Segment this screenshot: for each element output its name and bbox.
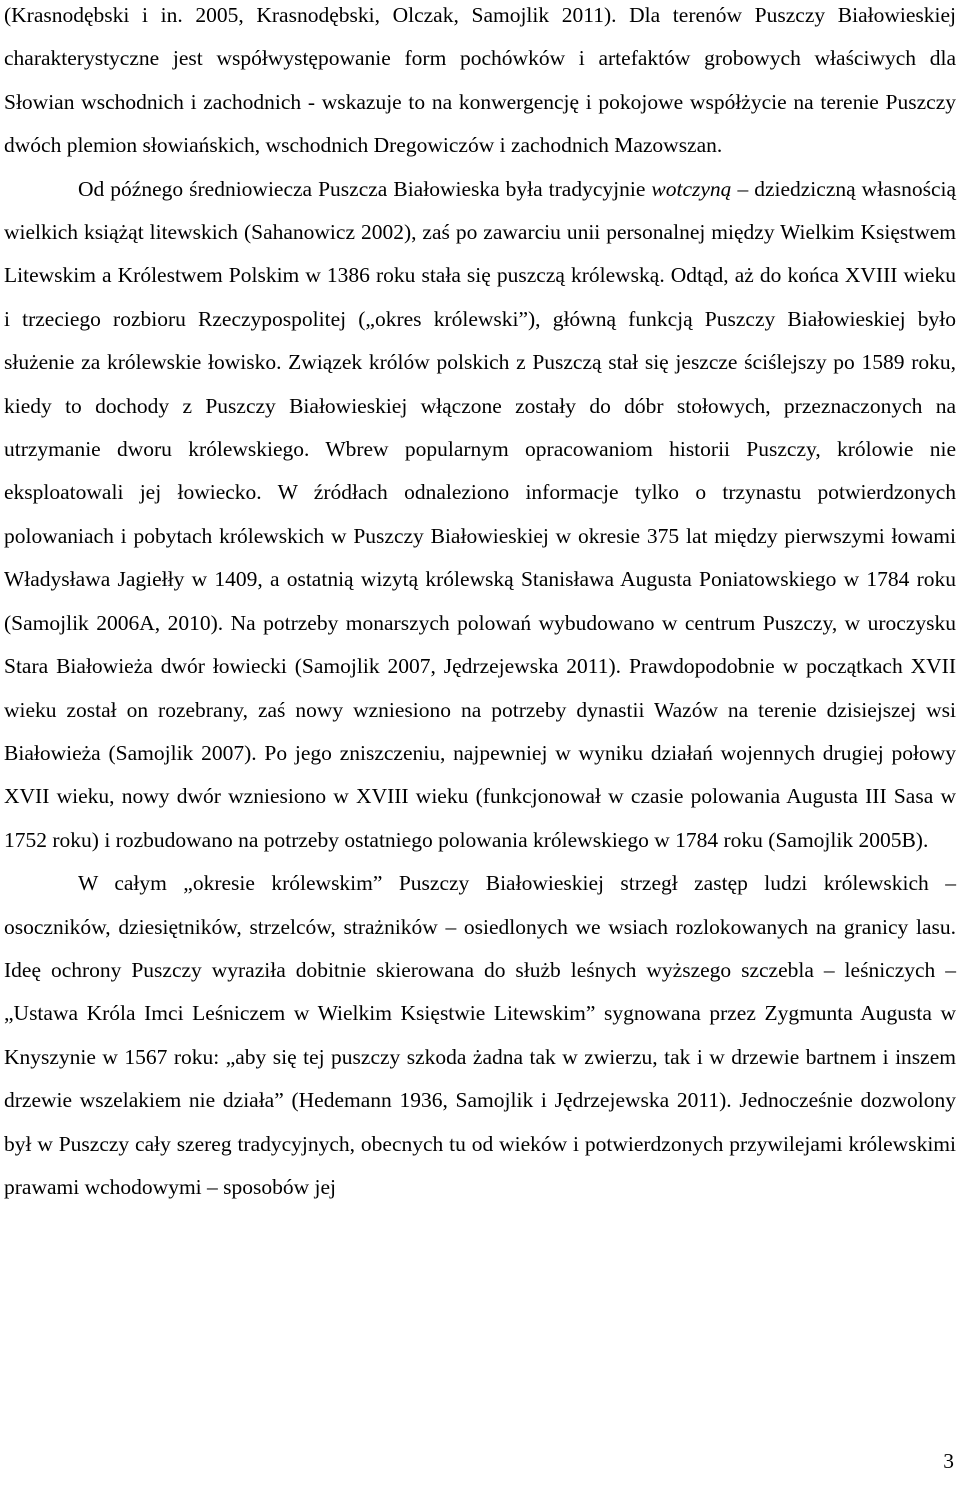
paragraph-1	[4, 0, 956, 168]
page-number: 3	[943, 1449, 954, 1473]
paragraph-2-text-a: Od późnego średniowiecza Puszcza Białowieska była tradycyjnie	[78, 176, 652, 201]
paragraph-2-text-b: – dziedziczną własnością wielkich książąt litewskich (Sahanowicz 2002), zaś po zawarciu unii personalnej między Wielkim Księstwem Litewskim a Królestwem Polskim w 1386 roku stała się puszczą królewską. Odtąd, aż do końca XVIII wieku i trzeciego rozbioru Rzeczypospolitej („okres królewski”), główną funkcją Puszczy Białowieskiej było służenie za królewskie łowisko. Związek królów polskich z Puszczą stał się jeszcze ściślejszy po 1589 roku, kiedy to dochody z Puszczy Białowieskiej włączone zostały do dóbr stołowych, przeznaczonych na utrzymanie dworu królewskiego. Wbrew popularnym opracowaniom historii Puszczy, królowie nie eksploatowali jej łowiecko. W źródłach odnaleziono informacje tylko o trzynastu potwierdzonych polowaniach i pobytach królewskich w Puszczy Białowieskiej w okresie 375 lat między pierwszymi łowami Władysława Jagiełły w 1409, a ostatnią wizytą królewską Stanisława Augusta Poniatowskiego w 1784 roku (Samojlik 2006A, 2010). Na potrzeby monarszych polowań wybudowano w centrum Puszczy, w uroczysku Stara Białowieża dwór łowiecki (Samojlik 2007, Jędrzejewska 2011). Prawdopodobnie w początkach XVII wieku został on rozebrany, zaś nowy wzniesiono na potrzeby dynastii Wazów na terenie dzisiejszej wsi Białowieża (Samojlik 2007). Po jego zniszczeniu, najpewniej w wyniku działań wojennych drugiej połowy XVII wieku, nowy dwór wzniesiono w XVIII wieku (funkcjonował w czasie polowania Augusta III Sasa w 1752 roku) i rozbudowano na potrzeby ostatniego polowania królewskiego w 1784 roku (Samojlik 2005B).	[4, 176, 957, 852]
paragraph-3	[4, 862, 956, 1209]
body-text	[4, 0, 956, 1209]
paragraph-3-text: W całym „okresie królewskim” Puszczy Białowieskiej strzegł zastęp ludzi królewskich – osoczników, dziesiętników, strzelców, strażników – osiedlonych we wsiach rozlokowanych na granicy lasu. Ideę ochrony Puszczy wyraziła dobitnie skierowana do służb leśnych wyższego szczebla – leśniczych – „Ustawa Króla Imci Leśniczem w Wielkim Księstwie Litewskim” sygnowana przez Zygmunta Augusta w Knyszynie w 1567 roku: „aby się tej puszczy szkoda żadna tak w zwierzu, tak i w drzewie bartnem i inszem drzewie wszelakiem nie działa” (Hedemann 1936, Samojlik i Jędrzejewska 2011). Jednocześnie dozwolony był w Puszczy cały szereg tradycyjnych, obecnych tu od wieków i potwierdzonych przywilejami królewskimi prawami wchodowymi – sposobów jej	[4, 871, 956, 1199]
paragraph-1-text: (Krasnodębski i in. 2005, Krasnodębski, Olczak, Samojlik 2011). Dla terenów Puszczy Białowieskiej charakterystyczne jest współwystępowanie form pochówków i artefaktów grobowych właściwych dla Słowian wschodnich i zachodnich - wskazuje to na konwergencję i pokojowe współżycie na terenie Puszczy dwóch plemion słowiańskich, wschodnich Dregowiczów i zachodnich Mazowszan.	[4, 3, 956, 158]
paragraph-2-italic-term: wotczyną	[651, 176, 732, 201]
paragraph-2	[4, 168, 956, 863]
